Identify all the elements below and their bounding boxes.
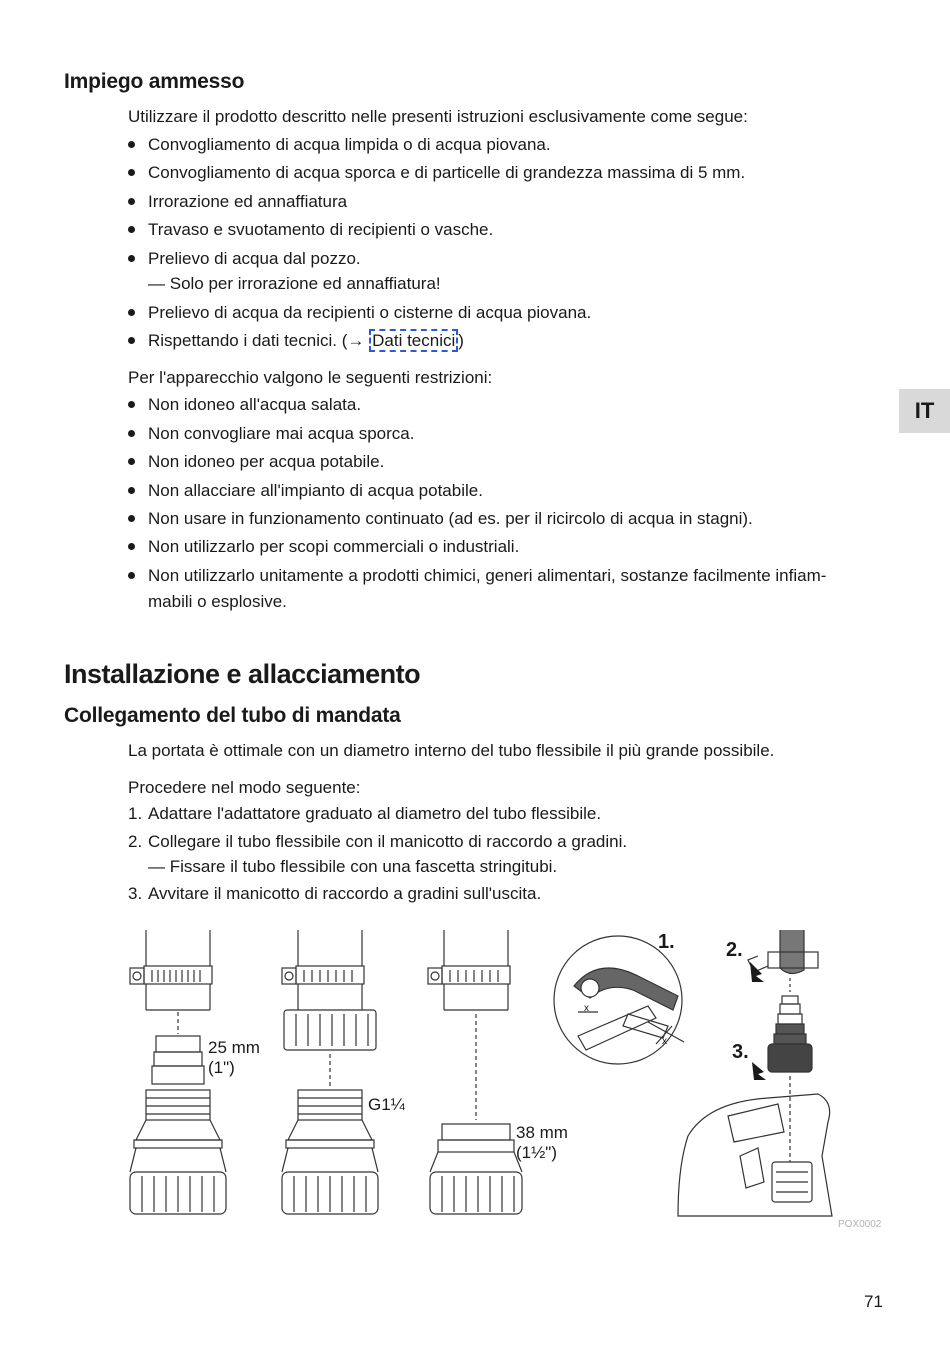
list-item-text: Rispettando i dati tecnici. (→ [148,331,370,350]
step-number: 3. [128,884,143,903]
label-38mm: 38 mm [516,1123,568,1142]
adapter-38mm-drawing [428,930,522,1214]
list-item-text: Non utilizzarlo per scopi commerciali o industriali. [148,537,520,556]
list-item [128,478,868,504]
bullet-icon [128,572,135,579]
list-item-text: Non convogliare mai acqua sporca. [148,424,415,443]
step-number: 2. [128,832,143,851]
list-item-text: Travaso e svuotamento di recipienti o vasche. [148,220,494,239]
dash-icon: — [148,274,170,293]
flow-note: La portata è ottimale con un diametro interno del tubo flessibile il più grande possibile. [128,741,775,760]
callout-2: 2. [726,939,743,961]
bullet-icon [128,401,135,408]
list-item-text: Convogliamento di acqua sporca e di particelle di grandezza massima di 5 mm. [148,163,746,182]
arrow-down-icon [752,1062,766,1080]
sub-step [148,856,557,878]
label-25mm-inch: (1") [208,1058,235,1077]
list-item-text: Non usare in funzionamento continuato (ad es. per il ricircolo di acqua in stagni). [148,509,753,528]
list-item-text: Non allacciare all'impianto di acqua potabile. [148,481,483,500]
sub-item-text: Solo per irrorazione ed annaffiatura! [169,274,441,293]
list-item-text: Non idoneo all'acqua salata. [148,395,362,414]
restrictions-intro: Per l'apparecchio valgono le seguenti restrizioni: [128,368,493,387]
callout-1: 1. [658,931,675,953]
list-item [128,189,868,215]
list-item [128,300,868,326]
adapter-g114-drawing [282,930,378,1214]
list-item-text: Non utilizzarlo unitamente a prodotti chimici, generi alimentari, sostanze facilmente infiam-mabili o esplosive. [148,566,827,611]
list-item [128,392,868,418]
list-item-text: Irrorazione ed annaffiatura [148,192,348,211]
chapter-title: Installazione e allacciamento [64,659,421,689]
procedure-intro: Procedere nel modo seguente: [128,778,361,797]
list-item [128,328,868,354]
step-item [128,829,868,855]
list-item [128,246,868,272]
bullet-icon [128,141,135,148]
callout-3: 3. [732,1041,749,1063]
section-title: Collegamento del tubo di mandata [64,704,401,727]
bullet-icon [128,255,135,262]
bullet-icon [128,458,135,465]
step-item [128,881,868,907]
list-item [128,506,868,532]
list-item [128,449,868,475]
hose-connection-illustration [128,926,838,1218]
list-item [128,217,868,243]
language-tab: IT [899,389,950,433]
figure-code: POX0002 [838,1219,882,1230]
list-item-text: Non idoneo per acqua potabile. [148,452,385,471]
step-number: 1. [128,804,143,823]
step-text: Avvitare il manicotto di raccordo a gradini sull'uscita. [148,884,542,903]
bullet-icon [128,169,135,176]
bullet-icon [128,487,135,494]
list-item [128,160,868,186]
list-item-text: Convogliamento di acqua limpida o di acqua piovana. [148,135,551,154]
step-item [128,801,868,827]
bullet-icon [128,430,135,437]
step-text: Adattare l'adattatore graduato al diametro del tubo flessibile. [148,804,602,823]
x-mark: x [584,1003,589,1014]
label-25mm: 25 mm [208,1038,260,1057]
sub-step-text: Fissare il tubo flessibile con una fascetta stringitubi. [169,857,558,876]
allowed-use-intro: Utilizzare il prodotto descritto nelle presenti istruzioni esclusivamente come segue: [128,107,748,126]
link-close-paren: ) [458,331,464,350]
list-item [128,132,868,158]
label-g114: G1¼ [368,1095,405,1114]
technical-data-link[interactable]: Dati tecnici [369,329,458,352]
step-text: Collegare il tubo flessibile con il manicotto di raccordo a gradini. [148,832,628,851]
list-item-text: Prelievo di acqua da recipienti o cisterne di acqua piovana. [148,303,592,322]
bullet-icon [128,226,135,233]
bullet-icon [128,337,135,344]
page-number: 71 [864,1292,883,1311]
sub-item [148,273,441,295]
list-item [128,563,864,615]
bullet-icon [128,198,135,205]
list-item [128,534,868,560]
list-item-text: Prelievo di acqua dal pozzo. [148,249,361,268]
label-38mm-inch: (1½") [516,1143,557,1162]
bullet-icon [128,515,135,522]
list-item [128,421,868,447]
dash-icon: — [148,857,170,876]
allowed-use-heading: Impiego ammesso [64,70,245,93]
x-mark: x [662,1036,667,1047]
arrow-down-icon [750,962,764,982]
bullet-icon [128,309,135,316]
bullet-icon [128,543,135,550]
